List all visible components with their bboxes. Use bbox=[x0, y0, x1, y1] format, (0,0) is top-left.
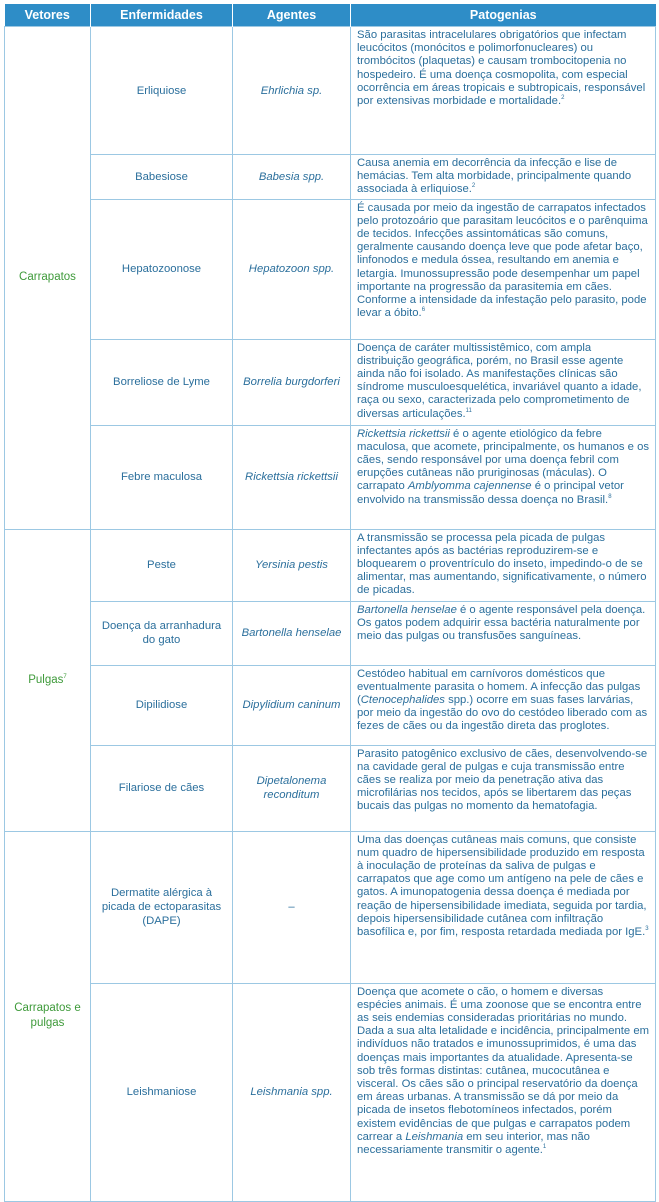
pathogenesis-text: é o principal vetor envolvido na transmissão dessa doença no Brasil. bbox=[357, 480, 624, 506]
pathogenesis-cell bbox=[351, 831, 656, 983]
pathogenesis-cell bbox=[351, 339, 656, 425]
vector-cell bbox=[5, 529, 91, 831]
pathogenesis-text: Parasito patogênico exclusivo de cães, desenvolvendo-se na cavidade geral de pulgas e cuja transmissão entre cães se realiza por meio da penetração ativa das microfilárias nos tecidos, após se libertarem das peças bucais das pulgas no momento da hematofagia. bbox=[357, 747, 648, 813]
table-row bbox=[5, 155, 656, 200]
vector-label: Carrapatos e pulgas bbox=[14, 1002, 81, 1030]
pathogenesis-text: É causada por meio da ingestão de carrapatos infectados pelo protozoário que parasitam leucócitos e o parênquima de tecidos. Infecções assintomáticas são comuns, geralmente causando doença leve que pode afetar baço, linfonodos e medula óssea, resultando em anemia e letargia. Imunossupressão pode desempenhar um papel importante na progressão da parasitemia em cães. Conforme a intensidade da infestação pelo parasito, pode levar a óbito. bbox=[357, 201, 648, 320]
disease-cell: Babesiose bbox=[91, 155, 233, 200]
vector-cell bbox=[5, 831, 91, 1201]
table-row bbox=[5, 529, 656, 601]
vector-label: Pulgas bbox=[28, 673, 64, 686]
table-row bbox=[5, 339, 656, 425]
pathogenesis-text: Rickettsia rickettsii bbox=[357, 427, 450, 440]
footnote-ref: 11 bbox=[465, 407, 472, 414]
pathogenesis-text: em seu interior, mas não necessariamente transmitir o agente. bbox=[357, 1130, 590, 1157]
disease-cell: Febre maculosa bbox=[91, 425, 233, 529]
agent-cell: Dipylidium caninum bbox=[233, 665, 351, 745]
table-row bbox=[5, 831, 656, 983]
agent-cell: Babesia spp. bbox=[233, 155, 351, 200]
pathogenesis-cell bbox=[351, 27, 656, 155]
header-patogenias: Patogenias bbox=[351, 4, 656, 27]
pathogenesis-text: é o agente etiológico da febre maculosa, que acomete, principalmente, os humanos e os cães, sendo responsável por uma doença febril com erupções cutâneas não pruriginosas (máculas). O carrapato bbox=[357, 427, 649, 493]
header-row bbox=[5, 4, 656, 27]
pathogenesis-text: Causa anemia em decorrência da infecção e lise de hemácias. Tem alta morbidade, principalmente quando associada à erliquiose. bbox=[357, 157, 632, 196]
footnote-ref: 3 bbox=[645, 926, 649, 933]
pathogenesis-cell bbox=[351, 529, 656, 601]
agent-cell: Ehrlichia sp. bbox=[233, 27, 351, 155]
pathogenesis-text: Amblyomma cajennense bbox=[407, 480, 532, 493]
table-row bbox=[5, 983, 656, 1201]
pathogenesis-cell bbox=[351, 155, 656, 200]
footnote-ref: 2 bbox=[561, 95, 565, 102]
pathogenesis-text: Cestódeo habitual em carnívoros domésticos que eventualmente parasita o homem. A infecção das pulgas ( bbox=[357, 667, 641, 707]
header-agentes: Agentes bbox=[233, 4, 351, 27]
agent-cell: Hepatozoon spp. bbox=[233, 199, 351, 339]
pathogenesis-cell bbox=[351, 601, 656, 665]
pathogenesis-cell bbox=[351, 745, 656, 831]
agent-cell: Leishmania spp. bbox=[233, 983, 351, 1201]
pathogenesis-text: Bartonella henselae bbox=[357, 603, 457, 616]
table-row bbox=[5, 425, 656, 529]
vector-footnote: 7 bbox=[63, 673, 67, 680]
header-vetores: Vetores bbox=[5, 4, 91, 27]
agent-cell: – bbox=[233, 831, 351, 983]
pathogenesis-text: spp.) ocorre em suas fases larvárias, por meio da ingestão do ovo do cestódeo liberado com as fezes de cães ou da ingestão direta das proglotes. bbox=[357, 694, 648, 733]
vector-cell bbox=[5, 27, 91, 530]
disease-cell: Doença da arranhadura do gato bbox=[91, 601, 233, 665]
header-enfermidades: Enfermidades bbox=[91, 4, 233, 27]
footnote-ref: 6 bbox=[421, 307, 426, 314]
disease-cell: Hepatozoonose bbox=[91, 199, 233, 339]
pathogenesis-cell bbox=[351, 983, 656, 1201]
pathogenesis-cell bbox=[351, 665, 656, 745]
pathogenesis-text: Doença que acomete o cão, o homem e diversas espécies animais. É uma zoonose que se encontra entre as seis endemias consideradas prioritárias no mundo. Dada a sua alta letalidade e incidência, principalmente em indivíduos não tratados e imunossuprimidos, é uma das doenças mais importantes da atualidade. Apresenta-se sob três formas distintas: cutânea, mucocutânea e visceral. Os cães são o principal reservatório da doença em áreas urbanas. A transmissão se dá por meio da picada de insetos flebotomíneos infectados, porém existem evidências de que pulgas e carrapatos podem carrear a bbox=[357, 985, 650, 1143]
agent-cell: Bartonella henselae bbox=[233, 601, 351, 665]
agent-cell: Dipetalonema reconditum bbox=[233, 745, 351, 831]
pathogenesis-text: São parasitas intracelulares obrigatórios que infectam leucócitos (monócitos e polimorfonucleares) ou trombócitos (plaquetas) e causam trombocitopenia no hospedeiro. É uma doença cosmopolita, com especial ocorrência em áreas tropicais e subtropicais, responsável por extensivas morbidade e mortalidade. bbox=[357, 29, 646, 108]
table-row bbox=[5, 665, 656, 745]
table-row bbox=[5, 745, 656, 831]
pathogenesis-text: Leishmania bbox=[405, 1130, 464, 1143]
vector-label: Carrapatos bbox=[19, 271, 76, 284]
pathogenesis-text: Ctenocephalides bbox=[360, 694, 445, 707]
disease-cell: Peste bbox=[91, 529, 233, 601]
pathogenesis-text: Doença de caráter multissistêmico, com ampla distribuição geográfica, porém, no Brasil esse agente ainda não foi isolado. As manifestações clínicas são síndrome musculoesquelética, invariável quanto a idade, raça ou sexo, caracterizada pelo comprometimento de diversas articulações. bbox=[357, 341, 642, 420]
table-row bbox=[5, 199, 656, 339]
pathogenesis-text: é o agente responsável pela doença. Os gatos podem adquirir essa bactéria naturalmente por meio das pulgas ou transfusões sanguíneas. bbox=[357, 603, 646, 643]
footnote-ref: 1 bbox=[542, 1144, 547, 1151]
disease-cell: Dipilidiose bbox=[91, 665, 233, 745]
pathogenesis-cell bbox=[351, 425, 656, 529]
table-row bbox=[5, 601, 656, 665]
footnote-ref: 8 bbox=[608, 493, 612, 500]
vectors-table bbox=[4, 4, 656, 1202]
disease-cell: Dermatite alérgica à picada de ectoparasitas (DAPE) bbox=[91, 831, 233, 983]
disease-cell: Filariose de cães bbox=[91, 745, 233, 831]
disease-cell: Leishmaniose bbox=[91, 983, 233, 1201]
agent-cell: Yersinia pestis bbox=[233, 529, 351, 601]
table-row bbox=[5, 27, 656, 155]
disease-cell: Erliquiose bbox=[91, 27, 233, 155]
agent-cell: Borrelia burgdorferi bbox=[233, 339, 351, 425]
disease-cell: Borreliose de Lyme bbox=[91, 339, 233, 425]
pathogenesis-text: A transmissão se processa pela picada de pulgas infectantes após as bactérias reproduzirem-se e bloquearem o proventrículo do inseto, impedindo-o de se alimentar, mas aumentando, significativamente, o número de picadas. bbox=[357, 531, 647, 597]
pathogenesis-text: Uma das doenças cutâneas mais comuns, que consiste num quadro de hipersensibilidade produzido em resposta à inoculação de proteínas da saliva de pulgas e carrapatos que age como um antígeno na pele de cães e gatos. A imunopatogenia dessa doença é mediada por reação de hipersensibilidade imediata, seguida por tardia, depois hipersensibilidade cutânea com infiltração basofílica e, por fim, resposta retardada mediada por IgE. bbox=[357, 833, 647, 939]
pathogenesis-cell bbox=[351, 199, 656, 339]
footnote-ref: 2 bbox=[471, 183, 476, 190]
agent-cell: Rickettsia rickettsii bbox=[233, 425, 351, 529]
